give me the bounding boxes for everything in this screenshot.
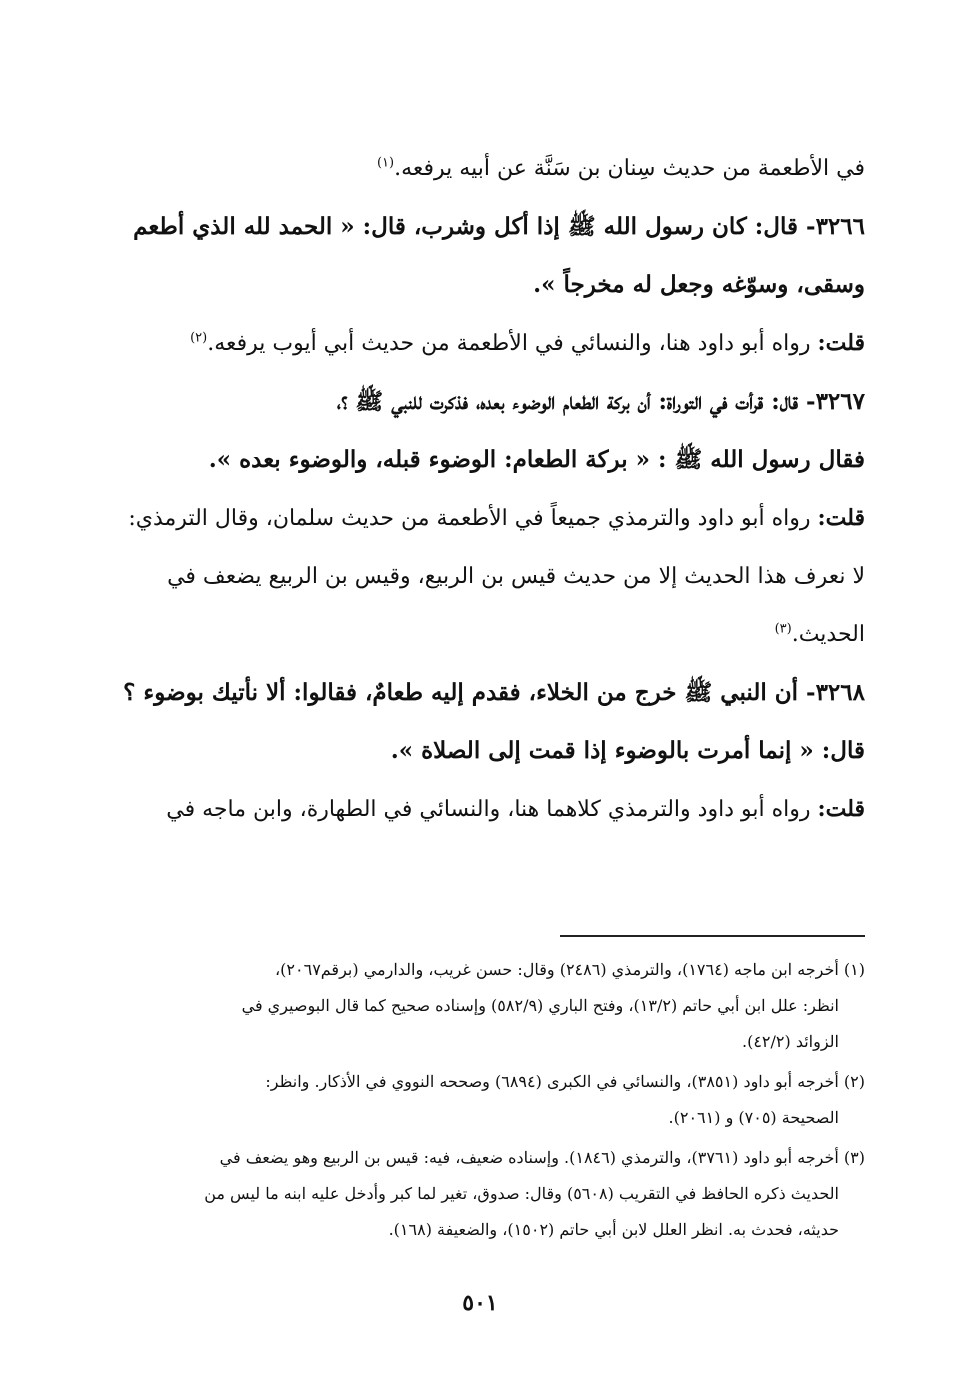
footnote-2 [90, 1064, 865, 1136]
commentary-lead: قلت: [817, 330, 865, 356]
hadith-3267-line-1: ٣٢٦٧- قال: قرأت في التوراة: أن بركة الطعام الوضوء بعده، فذكرت للنبي ﷺ ؟، [336, 388, 865, 415]
commentary-3268: قلت: رواه أبو داود والترمذي كلاهما هنا، والنسائي في الطهارة، وابن ماجه في [166, 796, 865, 822]
commentary-3267-line-2: لا نعرف هذا الحديث إلا من حديث قيس بن الربيع، وقيس بن الربيع يضعف في [167, 564, 865, 589]
commentary-lead: قلت: [817, 796, 865, 822]
hadith-3268-line-1: ٣٢٦٨- أن النبي ﷺ خرج من الخلاء، فقدم إليه طعامٌ، فقالوا: ألا نأتيك بوضوء ؟ [123, 679, 865, 706]
text-line: في الأطعمة من حديث سِنان بن سَنَّة عن أبيه يرفعه.$^{(١)}$ [376, 155, 865, 181]
footnote-line: الزوائد (٤٢/٢). [742, 1032, 839, 1051]
footnote-line: (١) أخرجه ابن ماجه (١٧٦٤)، والترمذي (٢٤٨٦) وقال: حسن غريب، والدارمي (برقم٢٠٦٧)، [275, 960, 865, 979]
footnote-line: الصحيحة (٧٠٥) و (٢٠٦١). [668, 1108, 839, 1127]
hadith-3267-line-2: فقال رسول الله ﷺ : « بركة الطعام: الوضوء قبله، والوضوء بعده ». [208, 446, 865, 473]
hadith-3266-line-2: وسقى، وسوّغه وجعل له مخرجاً ». [533, 271, 865, 298]
main-text [90, 140, 865, 839]
footnote-ref-3[interactable]: (٣) [774, 621, 792, 637]
footnotes [90, 952, 865, 1252]
footnote-line: الحديث ذكره الحافظ في التقريب (٥٦٠٨) وقال: صدوق، تغير لما كبر وأدخل عليه ابنه ما ليس من [204, 1184, 839, 1203]
footnote-ref-2[interactable]: (٢) [190, 330, 208, 346]
footnote-line: انظر: علل ابن أبي حاتم (١٣/٢)، وفتح الباري (٥٨٢/٩) وإسناده صحيح كما قال البوصيري في [241, 996, 839, 1015]
hadith-3266-line-1: ٣٢٦٦- قال: كان رسول الله ﷺ إذا أكل وشرب، قال: « الحمد لله الذي أطعم [133, 213, 865, 240]
footnote-line: (٣) أخرجه أبو داود (٣٧٦١)، والترمذي (١٨٤٦). وإسناده ضعيف، فيه: قيس بن الربيع وهو يضعف في [219, 1148, 865, 1167]
commentary-lead: قلت: [817, 505, 865, 531]
commentary-3267-line-3: الحديث.$^{(٣)}$ [774, 621, 865, 647]
footnote-line: (٢) أخرجه أبو داود (٣٨٥١)، والنسائي في الكبرى (٦٨٩٤) وصححه النووي في الأذكار. وانظر: [265, 1072, 865, 1091]
footnote-line: حديثه، فحدث به. انظر العلل لابن أبي حاتم (١٥٠٢)، والضعيفة (١٦٨). [388, 1220, 839, 1239]
page-number: ٥٠١ [462, 1290, 498, 1316]
commentary-3267-line-1: قلت: رواه أبو داود والترمذي جميعاً في الأطعمة من حديث سلمان، وقال الترمذي: [128, 505, 865, 531]
hadith-3268-line-2: قال: « إنما أمرت بالوضوء إذا قمت إلى الصلاة ». [390, 737, 865, 764]
commentary-3266: قلت: رواه أبو داود هنا، والنسائي في الأطعمة من حديث أبي أيوب يرفعه.$^{(٢)}$ [190, 330, 865, 356]
footnote-separator [560, 935, 865, 937]
footnote-1 [90, 952, 865, 1060]
footnote-ref-1[interactable]: (١) [376, 155, 395, 171]
footnote-3 [90, 1140, 865, 1248]
